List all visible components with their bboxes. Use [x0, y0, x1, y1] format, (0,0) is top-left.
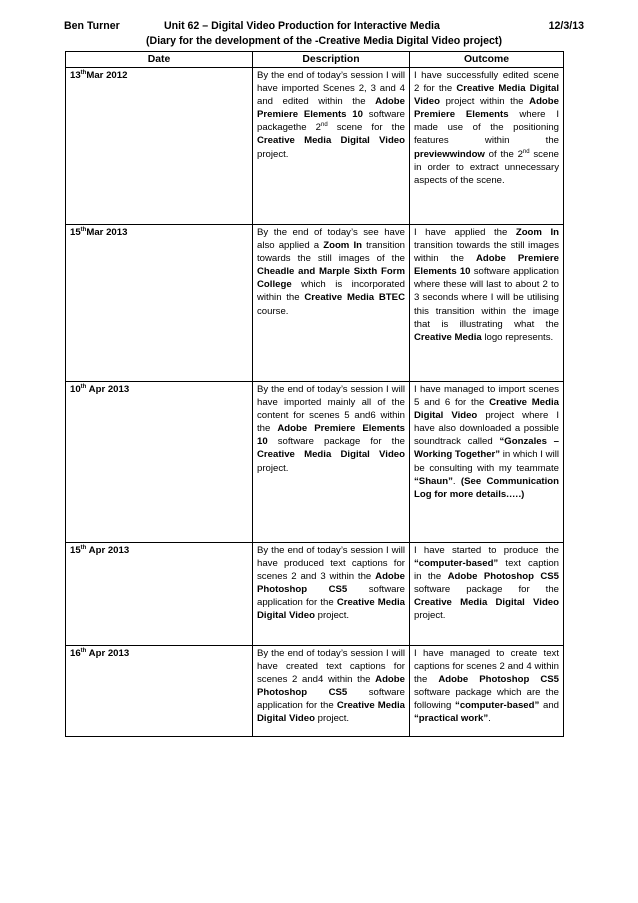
superscript: nd — [522, 148, 530, 155]
text-run: project within the — [439, 96, 530, 108]
text-run: course. — [257, 305, 289, 317]
bold-text: Zoom In — [515, 227, 559, 238]
bold-text: “computer-based” — [414, 558, 499, 570]
column-header-date: Date — [66, 52, 253, 68]
text-run: By the end of today’s session I will have imported mainly all of the content for scenes 5 and6 within the — [257, 384, 405, 435]
description-cell — [253, 225, 410, 382]
date-cell: 15thMar 2013 — [66, 225, 253, 382]
bold-text: Adobe Photoshop CS5 — [438, 674, 559, 686]
table-row — [66, 543, 564, 646]
bold-text: Creative Media Digital Video — [257, 700, 405, 725]
text-run: I have started to produce the — [414, 545, 559, 556]
text-run: software application for the — [257, 687, 405, 712]
text-run: By the end of today’s session I will have imported Scenes 2, 3 and 4 and edited within the — [257, 70, 405, 108]
table-row — [66, 68, 564, 225]
text-run: of the 2 — [484, 148, 523, 160]
text-run: software package which are the following — [414, 687, 559, 712]
text-run: software packagethe 2 — [257, 109, 405, 134]
date-cell: 10th Apr 2013 — [66, 382, 253, 543]
text-run: . — [488, 713, 491, 725]
text-run: project. — [414, 610, 446, 622]
table-header-row — [66, 52, 564, 68]
text-run: I have managed to import scenes 5 and 6 for the — [414, 384, 559, 409]
outcome-cell — [410, 68, 564, 225]
bold-text: Adobe Premiere Elements 10 — [414, 253, 559, 278]
text-run: By the end of today’s session I will have produced text captions for scenes 2 and 3 within the — [257, 545, 405, 583]
text-run: transition towards the still images of the — [257, 240, 406, 265]
bold-text: Creative Media Digital Video — [414, 597, 559, 609]
bold-text: Creative Media Digital Video — [257, 135, 405, 147]
bold-text: Adobe Photoshop CS5 — [447, 571, 559, 583]
bold-text: Creative Media BTEC — [304, 292, 405, 304]
bold-text: Creative Media Digital Video — [414, 397, 559, 422]
text-run: software application for the — [257, 584, 405, 609]
text-run: project. — [257, 462, 289, 474]
bold-text: “practical work” — [414, 713, 489, 725]
description-cell — [253, 646, 410, 737]
column-header-description: Description — [253, 52, 410, 68]
description-cell — [253, 543, 410, 646]
text-run: logo represents. — [481, 331, 554, 343]
date-cell: 15th Apr 2013 — [66, 543, 253, 646]
bold-text: previewwindow — [414, 148, 485, 160]
text-run: in which I will be consulting with my teammate — [414, 449, 559, 474]
column-header-outcome: Outcome — [410, 52, 564, 68]
text-run: scene for the — [327, 122, 405, 134]
text-run: By the end of today’s session I will have created text captions for scenes 2 and4 within the — [257, 648, 405, 686]
bold-text: Creative Media — [414, 331, 482, 343]
text-run: where I made use of the positioning features within the — [414, 109, 559, 147]
document-header — [64, 20, 584, 47]
bold-text: (See Communication Log for more details.….) — [414, 475, 559, 500]
text-run: project. — [314, 713, 350, 725]
bold-text: Adobe Premiere Elements 10 — [257, 96, 405, 121]
text-run: I have successfully edited scene 2 for the — [414, 70, 559, 95]
author-name: Ben Turner — [64, 20, 120, 32]
table-row — [66, 382, 564, 543]
text-run: and — [539, 700, 559, 712]
outcome-cell — [410, 646, 564, 737]
date-cell: 13thMar 2012 — [66, 68, 253, 225]
bold-text: Adobe Premiere Elements — [414, 96, 559, 121]
bold-text: Cheadle and Marple Sixth Form College — [257, 266, 405, 291]
bold-text: Creative Media Digital Video — [257, 449, 405, 461]
bold-text: Creative Media Digital Video — [257, 597, 405, 622]
text-run: scene in order to extract unnecessary aspects of the scene. — [414, 148, 559, 186]
text-run: project. — [314, 610, 350, 622]
bold-text: Adobe Photoshop CS5 — [257, 571, 405, 596]
header-date: 12/3/13 — [548, 20, 584, 32]
bold-text: Adobe Photoshop CS5 — [257, 674, 405, 699]
text-run: By the end of today’s see have also applied a — [257, 227, 405, 252]
text-run: project. — [257, 148, 289, 160]
bold-text: “computer-based” — [455, 700, 540, 712]
bold-text: Zoom In — [323, 240, 362, 252]
outcome-cell — [410, 225, 564, 382]
diary-subtitle: (Diary for the development of the -Creative Media Digital Video project) — [146, 35, 502, 47]
table-row — [66, 646, 564, 737]
text-run: text caption in the — [414, 558, 559, 583]
bold-text: Creative Media Digital Video — [414, 83, 559, 108]
unit-title: Unit 62 – Digital Video Production for Interactive Media — [164, 20, 440, 32]
text-run: I have applied the — [414, 227, 516, 238]
text-run: software package for the — [414, 584, 559, 596]
text-run: which is incorporated within the — [257, 279, 405, 304]
description-cell — [253, 382, 410, 543]
bold-text: “Gonzales – Working Together” — [414, 436, 560, 461]
superscript: nd — [321, 122, 328, 129]
text-run: I have managed to create text captions for scenes 2 and 4 within the — [414, 648, 559, 686]
outcome-cell — [410, 382, 564, 543]
diary-table — [65, 51, 564, 737]
bold-text: “Shaun” — [414, 475, 453, 487]
text-run: software package for the — [267, 436, 405, 448]
header-line — [64, 20, 584, 34]
bold-text: Adobe Premiere Elements 10 — [257, 423, 405, 448]
text-run: . — [452, 475, 461, 487]
text-run: project where I have also downloaded a possible soundtrack called — [414, 410, 559, 448]
description-cell — [253, 68, 410, 225]
text-run: transition towards the still images within the — [414, 240, 559, 265]
table-row — [66, 225, 564, 382]
text-run: software application where these will last to about 2 to 3 seconds where I will be utilising this transition within the image that is illustrating what the — [414, 266, 559, 330]
date-cell: 16th Apr 2013 — [66, 646, 253, 737]
outcome-cell — [410, 543, 564, 646]
